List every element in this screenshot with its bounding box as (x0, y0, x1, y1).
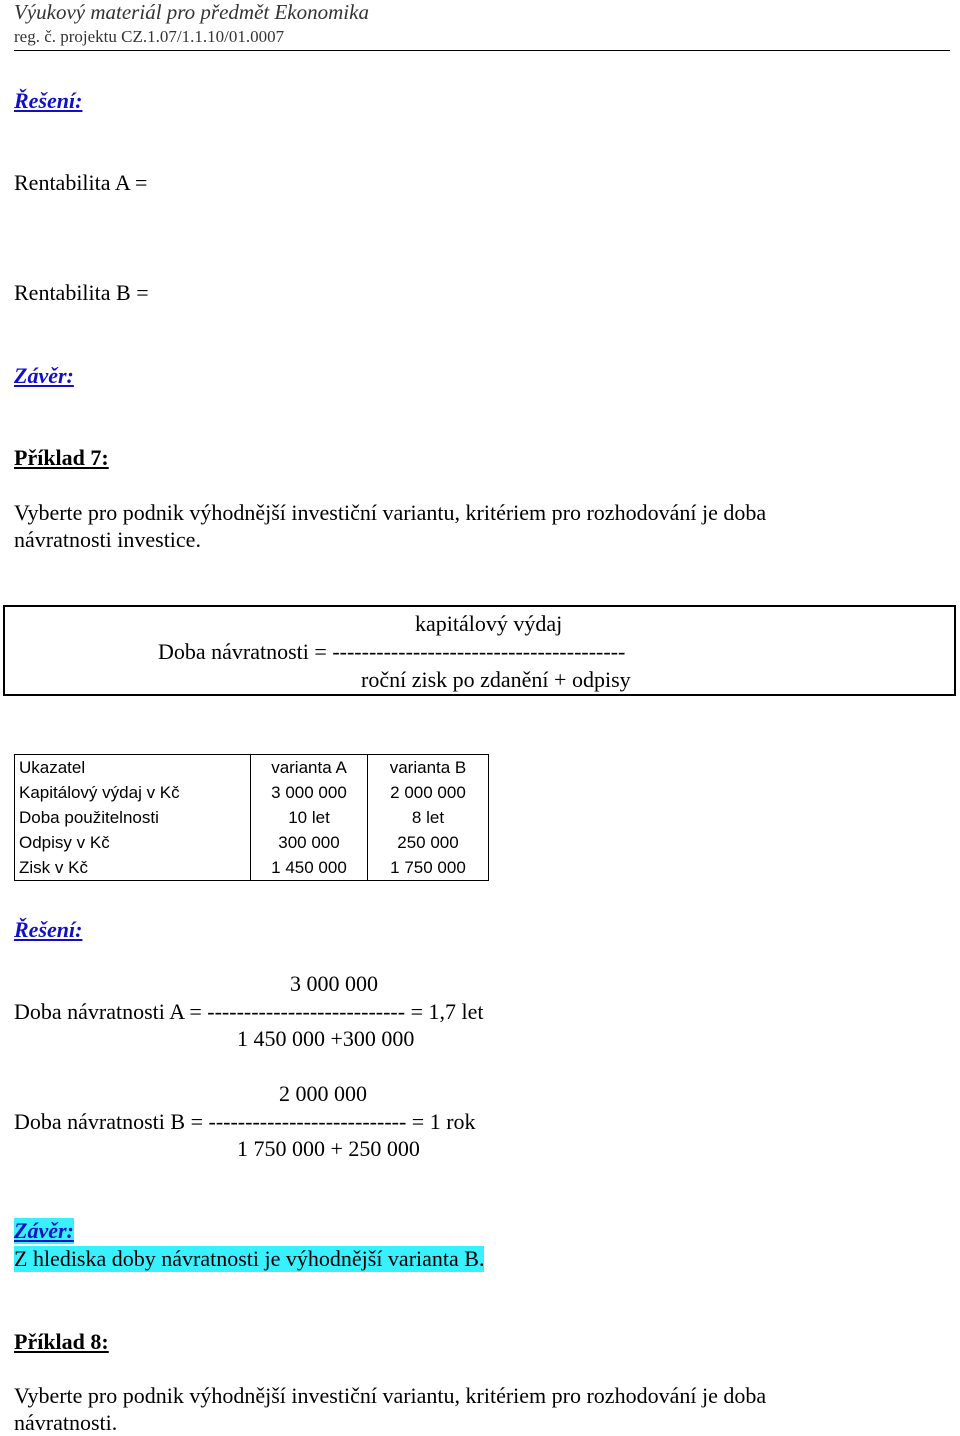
table-header-cell: varianta A (251, 755, 368, 781)
table-header-cell: Ukazatel (15, 755, 251, 781)
table-cell: 3 000 000 (251, 780, 368, 805)
table-cell: Zisk v Kč (15, 855, 251, 881)
calc-b-numerator: 2 000 000 (279, 1081, 367, 1106)
table-header-row (15, 755, 489, 781)
table-cell: 10 let (251, 805, 368, 830)
conclusion-heading-2: Závěr: (14, 1218, 74, 1243)
table-header-cell: varianta B (368, 755, 489, 781)
table-cell: 1 450 000 (251, 855, 368, 881)
table-row (15, 780, 489, 805)
investment-table (14, 754, 489, 881)
formula-line: Doba návratnosti = ---------------------------------------- (158, 639, 626, 664)
calc-a-line: Doba návratnosti A = --------------------------- = 1,7 let (14, 999, 484, 1024)
formula-denominator: roční zisk po zdanění + odpisy (361, 667, 631, 692)
calc-b-denominator: 1 750 000 + 250 000 (237, 1136, 420, 1161)
calc-b-line: Doba návratnosti B = --------------------------- = 1 rok (14, 1109, 476, 1134)
example-8-text-line1: Vyberte pro podnik výhodnější investiční variantu, kritériem pro rozhodování je doba (14, 1383, 767, 1408)
document-header-title: Výukový materiál pro předmět Ekonomika (14, 0, 369, 24)
table-cell: Odpisy v Kč (15, 830, 251, 855)
example-7-text-line2: návratnosti investice. (14, 527, 201, 552)
rentabilita-b: Rentabilita B = (14, 280, 149, 305)
solution-heading: Řešení: (14, 88, 83, 113)
document-header-project: reg. č. projektu CZ.1.07/1.1.10/01.0007 (14, 27, 285, 46)
table-cell: 1 750 000 (368, 855, 489, 881)
example-8-text-line2: návratnosti. (14, 1410, 118, 1435)
table-cell: Doba použitelnosti (15, 805, 251, 830)
example-8-title: Příklad 8: (14, 1329, 109, 1354)
example-7-text-line1: Vyberte pro podnik výhodnější investiční variantu, kritériem pro rozhodování je doba (14, 500, 767, 525)
table-row (15, 805, 489, 830)
table-cell: Kapitálový výdaj v Kč (15, 780, 251, 805)
calc-a-denominator: 1 450 000 +300 000 (237, 1026, 415, 1051)
formula-numerator: kapitálový výdaj (415, 611, 563, 636)
table-cell: 2 000 000 (368, 780, 489, 805)
table-row (15, 855, 489, 881)
rentabilita-a: Rentabilita A = (14, 170, 148, 195)
calc-a-numerator: 3 000 000 (290, 971, 378, 996)
conclusion-heading: Závěr: (14, 363, 74, 388)
table-cell: 250 000 (368, 830, 489, 855)
conclusion-text: Z hlediska doby návratnosti je výhodnější varianta B. (14, 1246, 485, 1271)
table-cell: 8 let (368, 805, 489, 830)
example-7-title: Příklad 7: (14, 445, 109, 470)
table-cell: 300 000 (251, 830, 368, 855)
solution-heading-2: Řešení: (14, 917, 83, 942)
header-divider (14, 50, 950, 51)
table-row (15, 830, 489, 855)
